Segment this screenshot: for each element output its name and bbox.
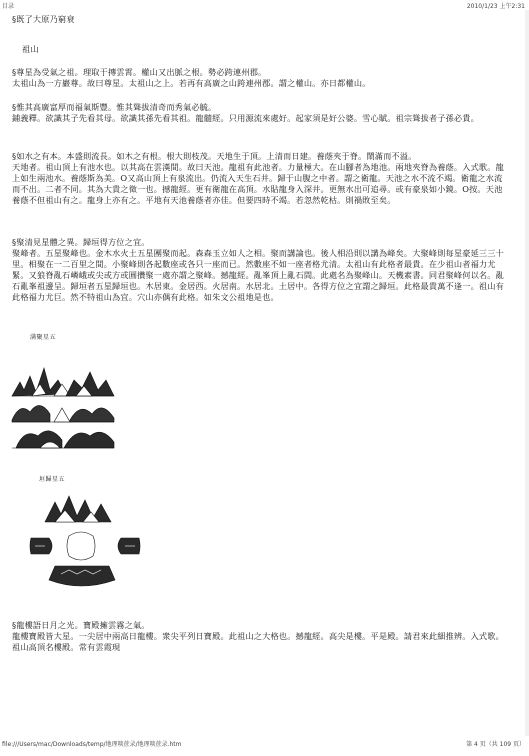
paragraph-longlou: §龍樓語日月之光。寶殿擁雲霧之氣。 龍樓寶殿皆大星。一尖居中兩高日龍樓。衆尖平列日寶殿。此祖山之大格也。撼龍經。高尖是樓。平是殿。請君來此細推辨。入式歌。祖山高頂名樓殿。常有雲霞現 <box>12 620 504 652</box>
paragraph-tianchi: §如水之有本。本盛則流長。如木之有根。根大則枝茂。天地生于頂。上清而日建。養蔭夾于脊。鬧滿而不溢。 天地者。祖山頂上有池水也。以其高在雲漢間。故曰天池。龍祖有此池者。力量極大。在山腳者為地池。兩地夾脊為養蔭。入式歌。龍上如生兩池水。養蔭斯為美。O又高山頂上有泉流出。仍流入天生石井。歸于山腹之中者。謂之衛龍。天池之水不流不竭。衛龍之水流而不出。二者不同。其為大貴之徵一也。撼龍經。更有衛龍在高頂。水貼龍身入深井。更無水出可追尋。或有豪泉如小鏡。O按。天池養蔭不但祖山有之。龍身上亦有之。平地有天池養蔭者亦佳。但要四時不竭。若忽然乾枯。則禍敗至矣。 <box>12 151 504 205</box>
figure-five-stars-gathering <box>10 332 120 452</box>
header-datetime: 2010/1/23 上午2:31 <box>466 3 525 10</box>
figure-title: 满聚星五 <box>30 334 57 341</box>
enclosure-drawing <box>25 474 145 600</box>
paragraph-jufeng: §聚清見星體之異。歸垣得方位之宜。 聚峰者。五星聚峰也。金木水火土五星團聚而起。森森玉立如人之相。聚而講論也。後人相沿則以講為峰矣。大聚峰則每星豪延三三十里。相聚在一二百里之間。小聚峰則各起數座或各只一座而已。然數座不如一座者格尤清。太祖山有此格者最貴。在少祖山者福力尤緊。又狼脊亂石嶙峨或尖或方或圓攢聚一處亦謂之聚峰。撼龍經。亂峯頂上亂石間。此處名為聚峰山。天機素書。同君聚峰何以名。亂石亂峯祖邊呈。歸垣者五星歸垣也。木居東。金居西。火居南。水居北。土居中。各得方位之宜謂之歸垣。此格最貴萬不逢一。祖山有此格福力尤巨。然不特祖山為宜。穴山亦偶有此格。如朱文公祖地是也。 <box>12 237 504 302</box>
section-heading-intro: §既了大原乃窮衰 <box>12 14 75 24</box>
figure-title: 垣歸星五 <box>39 476 66 483</box>
section-title-zushan: 祖山 <box>22 44 39 54</box>
figure-five-stars-enclosure <box>25 474 145 604</box>
vertical-scrollbar[interactable] <box>525 10 529 736</box>
header-left-title: 目录 <box>2 3 15 10</box>
browser-print-footer <box>0 739 529 749</box>
paragraph-gaoguang: §惟其高廣富厚而福氣斯豐。惟其聳拔清奇而秀氣必毓。 鋪義釋。欲識其子先看其母。欲識其孫先看其祖。龍髓經。只用源流來處好。起家須是好公婆。雪心賦。祖宗聳拔者子孫必貴。 <box>12 102 479 123</box>
footer-page-number: 第 4 页（共 109 页） <box>466 741 525 748</box>
paragraph-zunxing: §尊星為受氣之祖。理取于摶雲霄。權山又出脈之根。勢必跨連州郡。 太祖山為一方巖尊。故曰尊星。太祖山之上。若再有高廣之山跨連州郡。謂之權山。亦日都權山。 <box>12 67 371 88</box>
mountain-drawing <box>10 332 120 450</box>
footer-file-path: file:///Users/mac/Downloads/temp/地理啖蔗录/地理啖蔗录.htm <box>2 741 182 748</box>
